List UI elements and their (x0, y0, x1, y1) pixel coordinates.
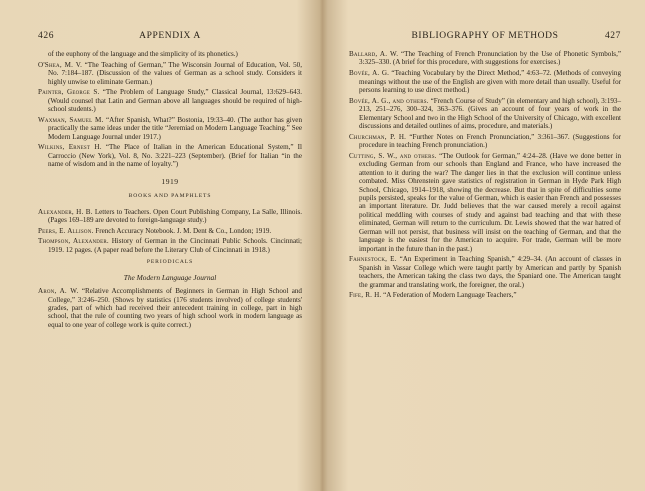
entry-author: Fife, R. H. (349, 291, 382, 300)
entry-text: French Accuracy Notebook. J. M. Dent & Co., London; 1919. (95, 226, 272, 235)
bibliography-entry (349, 69, 621, 94)
journal-entries-block (38, 287, 302, 329)
books-heading: BOOKS AND PAMPHLETS (128, 193, 212, 200)
year-heading: 1919 (161, 176, 179, 186)
entry-text: “The Teaching of French Pronunciation by the Use of Phonetic Symbols,” 3:325–330. (A brief for this procedure, with suggestions for exercises.) (359, 50, 621, 67)
entry-author: Painter, George S. (38, 88, 100, 97)
books-entries-block (38, 208, 302, 255)
bibliography-entry (349, 97, 621, 131)
bibliography-entry (349, 50, 621, 67)
entry-author: Bovée, A. G., and others. (349, 96, 429, 105)
bibliography-entry (38, 116, 302, 141)
bibliography-entry (38, 143, 302, 168)
entry-text: Letters to Teachers. Open Court Publishing Company, La Salle, Illinois. (Pages 169–189 are devoted to foreign-language study.) (48, 207, 302, 224)
right-entries-block (349, 50, 621, 300)
bibliography-entry (349, 291, 621, 299)
entry-author: Ballard, A. W. (349, 50, 399, 58)
entry-author: Bovée, A. G. (349, 69, 390, 78)
entry-text: “The Problem of Language Study,” Classical Journal, 13:629–643. (Would counsel that Latin and German above all languages should be required of high-school students.) (48, 88, 302, 114)
left-page-number: 426 (38, 31, 55, 41)
entry-text: “Further Notes on French Pronunciation,” 3:361–367. (Suggestions for procedure in teaching French pronunciation.) (359, 132, 621, 150)
left-entries-block (38, 50, 302, 169)
entry-author: Aron, A. W. (38, 287, 79, 296)
entry-text: “The Teaching of German,” The Wisconsin Journal of Education, Vol. 50, No. 7:184–187. (Discussion of the values of German as a school study. Considers it highly unwise to eliminate German.) (48, 60, 302, 86)
left-running-head: APPENDIX A (139, 31, 201, 41)
entry-text: “The Outlook for German,” 4:24–28. (Have we done better in excluding German from our schools than England and France, who have increased the attention to it during the war? The danger lies in that the exclusion will continue unless combated. Miss Ohrenstein gave statistics of registration in German in Hyde Park High School, Chicago, 1914–1918, showing the decrease. But that in spite of difficulties some pupils persisted, speaks for the value of German, which is easier than French and possesses an important literature. Dr. Judd believes that the war caused merely a recoil against political meddling with courses of study and against bad teaching and that with these eliminated, German will return to the curriculum. Dr. Lewis showed that the war hatred of German will not persist, that business will insist on the teaching of German, and that the language is the easiest for the American to acquire. For trade, German will be more important in the future than in the past.) (359, 151, 621, 253)
entry-text: “Teaching Vocabulary by the Direct Method,” 4:63–72. (Methods of conveying meanings without the use of the English are given with more detail than usually. Useful for persons learning to use direct method.) (359, 69, 621, 94)
entry-author: Alexander, H. B. (38, 207, 93, 216)
entry-text: “An Experiment in Teaching Spanish,” 4:29–34. (An account of classes in Spanish in Vassar College which were taught partly by American and partly by Spanish teachers, the American taking the class two days, the Spaniard one. The American taught the grammar and translating work, the foreigner, the oral.) (359, 255, 622, 289)
entry-text: of the euphony of the language and the simplicity of its phonetics.) (48, 50, 238, 58)
right-page (323, 0, 645, 491)
entry-text: “The Place of Italian in the American Educational System,” Il Carroccio (New York), Vol. 8, No. 3:221–223 (September). (Brief for Italian “in the name of wisdom and in the name of loyalty.”) (48, 143, 302, 169)
entry-text: “After Spanish, What?” Bostonia, 19:33–40. (The author has given practically the same ideas under the title “Jeremiad on Modern Language Teaching.” See Modern Language Journal under 1917.) (48, 115, 302, 141)
entry-text: “A Federation of Modern Language Teachers,” (383, 291, 517, 300)
entry-author: O'Shea, M. V. (38, 60, 83, 69)
entry-text: History of German in the Cincinnati Public Schools. Cincinnati; 1919. 12 pages. (A paper read before the Literary Club of Cincinnati in 1918.) (48, 237, 303, 254)
entry-author: Thompson, Alexander. (38, 237, 109, 246)
left-page (0, 0, 322, 491)
bibliography-entry (38, 50, 302, 58)
entry-author: Cutting, S. W., and others. (349, 151, 437, 160)
entry-author: Churchman, P. H. (349, 132, 407, 141)
bibliography-entry (349, 133, 621, 150)
bibliography-entry (349, 255, 621, 289)
entry-author: Waxman, Samuel M. (38, 115, 104, 124)
right-page-header (349, 30, 621, 42)
right-running-head: BIBLIOGRAPHY OF METHODS (411, 31, 559, 41)
journal-heading: The Modern Language Journal (123, 272, 217, 282)
bibliography-entry (38, 61, 302, 86)
periodicals-heading: PERIODICALS (146, 259, 194, 266)
entry-text: “French Course of Study” (in elementary and high school), 3:193–213, 251–276, 300–324, 363–376. (Gives an account of four years of work in the Elementary School and two in the High School of the University of Chicago, with excellent discussions and detailed outlines of aims, procedure, and materials.) (359, 96, 622, 130)
entry-author: Fahnestock, E. (349, 255, 397, 264)
entry-author: Wilkins, Ernest H. (38, 143, 102, 152)
bibliography-entry (38, 287, 302, 329)
entry-author: Peers, E. Allison. (38, 226, 94, 235)
left-page-header (38, 30, 302, 42)
bibliography-entry (38, 227, 302, 235)
bibliography-entry (38, 88, 302, 113)
bibliography-entry (38, 237, 302, 254)
right-page-number: 427 (604, 31, 621, 41)
entry-text: “Relative Accomplishments of Beginners in German in High School and College,” 3:246–250. (Shows by statistics (176 students involved) of college students' grades, part of which had received their antecedent training in college, part in high school, that the rule of counting two years of high school work in modern language as equal to one year of college work is quite correct.) (48, 287, 302, 329)
bibliography-entry (349, 152, 621, 253)
bibliography-entry (38, 208, 302, 225)
